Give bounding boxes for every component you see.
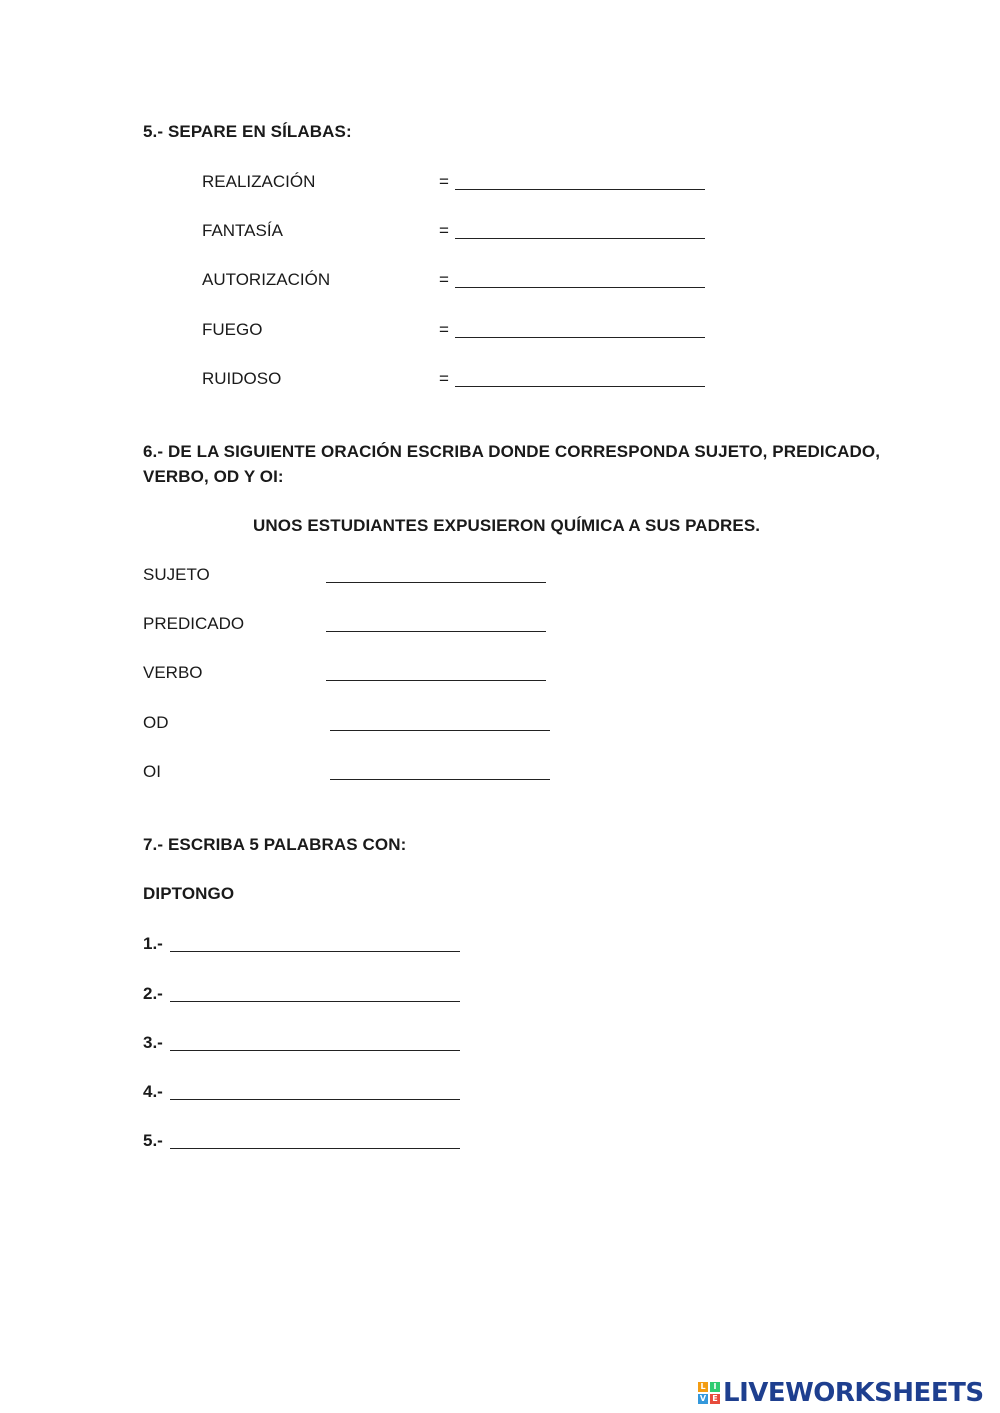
- item-number: 1.-: [143, 934, 163, 953]
- section-7-title: 7.- ESCRIBA 5 PALABRAS CON:: [143, 835, 407, 854]
- item-number: 2.-: [143, 984, 163, 1003]
- sentence: UNOS ESTUDIANTES EXPUSIERON QUÍMICA A SUS PADRES.: [253, 516, 761, 535]
- section-7-subtitle: DIPTONGO: [143, 884, 235, 903]
- section-5-title: 5.- SEPARE EN SÍLABAS:: [143, 122, 352, 141]
- logo-text: LIVEWORKSHEETS: [723, 1378, 984, 1408]
- logo-square: L: [698, 1382, 708, 1392]
- answer-blank[interactable]: [326, 614, 546, 632]
- answer-blank[interactable]: [170, 1131, 460, 1149]
- syllable-word: AUTORIZACIÓN: [202, 270, 331, 289]
- logo-square: V: [699, 1394, 707, 1403]
- item-number: 4.-: [143, 1082, 163, 1101]
- syllable-word: REALIZACIÓN: [202, 172, 316, 191]
- item-number: 3.-: [143, 1033, 163, 1052]
- answer-blank[interactable]: [170, 1033, 460, 1051]
- logo-squares-icon: [698, 1382, 720, 1404]
- answer-blank[interactable]: [170, 984, 460, 1002]
- section-6-title-line2: VERBO, OD Y OI:: [143, 467, 284, 486]
- grammar-label: OI: [143, 762, 161, 781]
- answer-blank[interactable]: [455, 172, 705, 190]
- syllable-word: RUIDOSO: [202, 369, 282, 388]
- answer-blank[interactable]: [455, 369, 705, 387]
- logo-square: E: [710, 1394, 720, 1404]
- equals-sign: =: [439, 369, 449, 388]
- answer-blank[interactable]: [330, 762, 550, 780]
- answer-blank[interactable]: [326, 565, 546, 583]
- answer-blank[interactable]: [326, 663, 546, 681]
- grammar-label: OD: [143, 713, 169, 732]
- grammar-label: SUJETO: [143, 565, 210, 584]
- answer-blank[interactable]: [170, 1082, 460, 1100]
- equals-sign: =: [439, 172, 449, 191]
- grammar-label: VERBO: [143, 663, 203, 682]
- item-number: 5.-: [143, 1131, 163, 1150]
- syllable-word: FUEGO: [202, 320, 263, 339]
- equals-sign: =: [439, 270, 449, 289]
- liveworksheets-logo: [698, 1378, 984, 1408]
- answer-blank[interactable]: [455, 320, 705, 338]
- answer-blank[interactable]: [455, 221, 705, 239]
- answer-blank[interactable]: [170, 934, 460, 952]
- grammar-label: PREDICADO: [143, 614, 245, 633]
- logo-square: I: [710, 1382, 720, 1392]
- answer-blank[interactable]: [455, 270, 705, 288]
- answer-blank[interactable]: [330, 713, 550, 731]
- syllable-word: FANTASÍA: [202, 221, 283, 240]
- equals-sign: =: [439, 320, 449, 339]
- section-6-title-line1: 6.- DE LA SIGUIENTE ORACIÓN ESCRIBA DONDE CORRESPONDA SUJETO, PREDICADO,: [143, 442, 881, 461]
- equals-sign: =: [439, 221, 449, 240]
